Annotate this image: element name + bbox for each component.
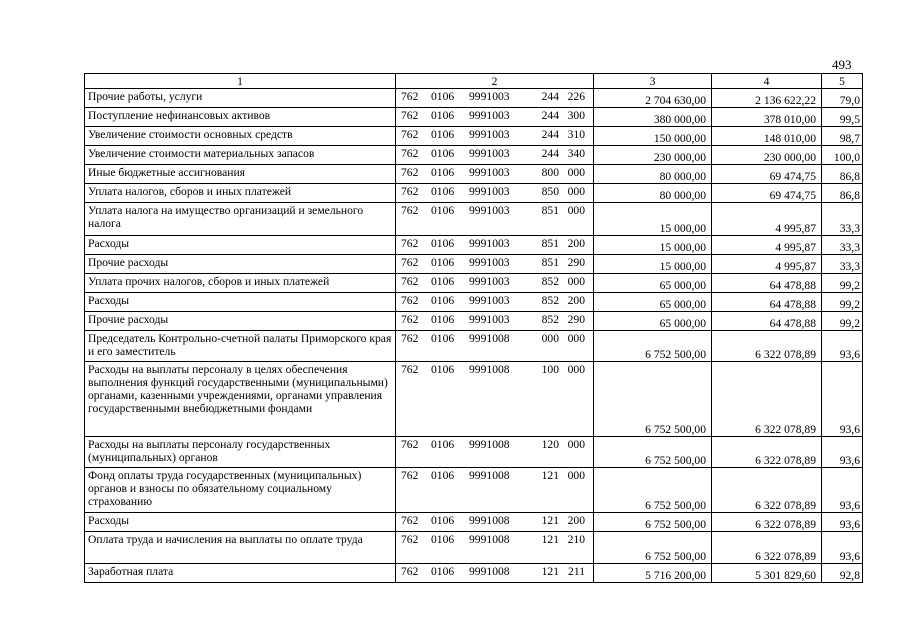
- row-plan-amount: 230 000,00: [594, 146, 712, 165]
- code-part-5: 290: [567, 256, 585, 269]
- row-name: Оплата труда и начисления на выплаты по оплате труда: [85, 532, 396, 564]
- row-code: [396, 437, 594, 468]
- code-part-3: 9991003: [469, 109, 510, 122]
- row-plan-amount: 15 000,00: [594, 203, 712, 236]
- code-part-5: 300: [567, 109, 585, 122]
- code-part-1: 762: [401, 204, 419, 217]
- row-name: Уплата налога на имущество организаций и земельного налога: [85, 203, 396, 236]
- row-name: Заработная плата: [85, 564, 396, 583]
- row-fact-amount: 6 322 078,89: [712, 513, 822, 532]
- code-part-5: 000: [567, 275, 585, 288]
- code-part-5: 290: [567, 313, 585, 326]
- code-part-4: 120: [541, 438, 559, 451]
- code-part-4: 100: [541, 363, 559, 376]
- table-row: [85, 564, 863, 583]
- row-percent: 99,2: [822, 274, 863, 293]
- code-part-1: 762: [401, 438, 419, 451]
- code-part-1: 762: [401, 147, 419, 160]
- row-code: [396, 184, 594, 203]
- code-part-2: 0106: [431, 438, 455, 451]
- code-part-3: 9991003: [469, 237, 510, 250]
- row-fact-amount: 64 478,88: [712, 293, 822, 312]
- code-part-1: 762: [401, 256, 419, 269]
- row-fact-amount: 148 010,00: [712, 127, 822, 146]
- row-plan-amount: 15 000,00: [594, 236, 712, 255]
- code-part-1: 762: [401, 363, 419, 376]
- code-part-1: 762: [401, 166, 419, 179]
- row-name: Поступление нефинансовых активов: [85, 108, 396, 127]
- row-fact-amount: 4 995,87: [712, 255, 822, 274]
- code-part-5: 000: [567, 204, 585, 217]
- code-part-3: 9991003: [469, 128, 510, 141]
- row-percent: 93,6: [822, 532, 863, 564]
- code-part-2: 0106: [431, 90, 455, 103]
- code-part-2: 0106: [431, 128, 455, 141]
- row-plan-amount: 65 000,00: [594, 274, 712, 293]
- row-code: [396, 236, 594, 255]
- row-fact-amount: 6 322 078,89: [712, 532, 822, 564]
- code-part-4: 244: [541, 90, 559, 103]
- code-part-2: 0106: [431, 185, 455, 198]
- code-part-2: 0106: [431, 256, 455, 269]
- header-cell-5: 5: [822, 74, 863, 89]
- row-code: [396, 293, 594, 312]
- table-row: [85, 255, 863, 274]
- row-code: [396, 146, 594, 165]
- budget-table: [84, 73, 863, 583]
- row-name: Увеличение стоимости основных средств: [85, 127, 396, 146]
- row-fact-amount: 69 474,75: [712, 165, 822, 184]
- row-name: Расходы на выплаты персоналу в целях обеспечения выполнения функций государственными (муниципальными) органами, казенными учреждениями, органами управления государственными внебюджетными фондами: [85, 362, 396, 437]
- row-name: Расходы: [85, 236, 396, 255]
- row-percent: 33,3: [822, 236, 863, 255]
- code-part-3: 9991008: [469, 363, 510, 376]
- row-fact-amount: 4 995,87: [712, 203, 822, 236]
- table-row: [85, 184, 863, 203]
- row-plan-amount: 6 752 500,00: [594, 468, 712, 513]
- row-fact-amount: 64 478,88: [712, 312, 822, 331]
- code-part-4: 851: [541, 204, 559, 217]
- header-cell-3: 3: [594, 74, 712, 89]
- row-percent: 93,6: [822, 331, 863, 362]
- row-fact-amount: 6 322 078,89: [712, 362, 822, 437]
- code-part-3: 9991003: [469, 256, 510, 269]
- row-name: Председатель Контрольно-счетной палаты Приморского края и его заместитель: [85, 331, 396, 362]
- row-name: Увеличение стоимости материальных запасов: [85, 146, 396, 165]
- row-name: Уплата прочих налогов, сборов и иных платежей: [85, 274, 396, 293]
- table-row: [85, 362, 863, 437]
- code-part-2: 0106: [431, 166, 455, 179]
- code-part-1: 762: [401, 514, 419, 527]
- code-part-1: 762: [401, 294, 419, 307]
- code-part-4: 121: [541, 565, 559, 578]
- row-code: [396, 331, 594, 362]
- code-part-3: 9991003: [469, 147, 510, 160]
- row-code: [396, 127, 594, 146]
- code-part-2: 0106: [431, 514, 455, 527]
- code-part-3: 9991003: [469, 185, 510, 198]
- code-part-3: 9991003: [469, 166, 510, 179]
- row-fact-amount: 230 000,00: [712, 146, 822, 165]
- row-fact-amount: 69 474,75: [712, 184, 822, 203]
- row-plan-amount: 80 000,00: [594, 184, 712, 203]
- row-code: [396, 203, 594, 236]
- row-percent: 86,8: [822, 184, 863, 203]
- row-fact-amount: 5 301 829,60: [712, 564, 822, 583]
- code-part-1: 762: [401, 332, 419, 345]
- row-name: Уплата налогов, сборов и иных платежей: [85, 184, 396, 203]
- row-percent: 98,7: [822, 127, 863, 146]
- row-plan-amount: 6 752 500,00: [594, 513, 712, 532]
- row-plan-amount: 6 752 500,00: [594, 331, 712, 362]
- row-name: Расходы на выплаты персоналу государственных (муниципальных) органов: [85, 437, 396, 468]
- row-percent: 99,2: [822, 293, 863, 312]
- row-name: Фонд оплаты труда государственных (муниципальных) органов и взносы по обязательному социальному страхованию: [85, 468, 396, 513]
- row-name: Прочие расходы: [85, 255, 396, 274]
- row-fact-amount: 6 322 078,89: [712, 468, 822, 513]
- table-body: [85, 89, 863, 583]
- code-part-2: 0106: [431, 204, 455, 217]
- row-name: Расходы: [85, 513, 396, 532]
- code-part-3: 9991008: [469, 332, 510, 345]
- row-name: Прочие расходы: [85, 312, 396, 331]
- header-cell-1: 1: [85, 74, 396, 89]
- code-part-2: 0106: [431, 109, 455, 122]
- code-part-2: 0106: [431, 313, 455, 326]
- code-part-5: 000: [567, 332, 585, 345]
- code-part-5: 000: [567, 363, 585, 376]
- code-part-4: 851: [541, 237, 559, 250]
- code-part-5: 210: [567, 533, 585, 546]
- row-code: [396, 513, 594, 532]
- code-part-4: 121: [541, 469, 559, 482]
- header-cell-4: 4: [712, 74, 822, 89]
- row-fact-amount: 2 136 622,22: [712, 89, 822, 108]
- table-row: [85, 203, 863, 236]
- code-part-3: 9991008: [469, 514, 510, 527]
- table-row: [85, 146, 863, 165]
- code-part-4: 244: [541, 128, 559, 141]
- row-percent: 100,0: [822, 146, 863, 165]
- code-part-4: 000: [541, 332, 559, 345]
- code-part-2: 0106: [431, 363, 455, 376]
- row-percent: 93,6: [822, 468, 863, 513]
- code-part-5: 000: [567, 185, 585, 198]
- row-percent: 86,8: [822, 165, 863, 184]
- row-plan-amount: 6 752 500,00: [594, 437, 712, 468]
- code-part-3: 9991008: [469, 438, 510, 451]
- row-code: [396, 362, 594, 437]
- row-percent: 93,6: [822, 362, 863, 437]
- row-percent: 79,0: [822, 89, 863, 108]
- table-row: [85, 532, 863, 564]
- code-part-3: 9991003: [469, 313, 510, 326]
- code-part-3: 9991003: [469, 204, 510, 217]
- code-part-3: 9991003: [469, 294, 510, 307]
- row-plan-amount: 65 000,00: [594, 312, 712, 331]
- code-part-4: 852: [541, 313, 559, 326]
- row-percent: 93,6: [822, 437, 863, 468]
- row-fact-amount: 378 010,00: [712, 108, 822, 127]
- header-row: [85, 74, 863, 89]
- row-code: [396, 468, 594, 513]
- code-part-5: 211: [568, 565, 585, 578]
- row-plan-amount: 15 000,00: [594, 255, 712, 274]
- row-name: Иные бюджетные ассигнования: [85, 165, 396, 184]
- row-percent: 33,3: [822, 255, 863, 274]
- header-cell-2: 2: [396, 74, 594, 89]
- code-part-1: 762: [401, 90, 419, 103]
- code-part-5: 226: [567, 90, 585, 103]
- code-part-4: 850: [541, 185, 559, 198]
- row-percent: 92,8: [822, 564, 863, 583]
- code-part-1: 762: [401, 533, 419, 546]
- row-plan-amount: 2 704 630,00: [594, 89, 712, 108]
- row-plan-amount: 380 000,00: [594, 108, 712, 127]
- row-code: [396, 165, 594, 184]
- table-row: [85, 127, 863, 146]
- code-part-1: 762: [401, 565, 419, 578]
- code-part-2: 0106: [431, 533, 455, 546]
- code-part-5: 000: [567, 166, 585, 179]
- code-part-1: 762: [401, 109, 419, 122]
- row-code: [396, 564, 594, 583]
- code-part-5: 200: [567, 294, 585, 307]
- row-percent: 99,2: [822, 312, 863, 331]
- code-part-3: 9991008: [469, 533, 510, 546]
- code-part-5: 200: [567, 514, 585, 527]
- code-part-2: 0106: [431, 275, 455, 288]
- code-part-1: 762: [401, 185, 419, 198]
- code-part-2: 0106: [431, 332, 455, 345]
- code-part-2: 0106: [431, 565, 455, 578]
- row-fact-amount: 6 322 078,89: [712, 331, 822, 362]
- code-part-5: 340: [567, 147, 585, 160]
- row-code: [396, 255, 594, 274]
- code-part-4: 851: [541, 256, 559, 269]
- table-row: [85, 513, 863, 532]
- code-part-4: 121: [541, 514, 559, 527]
- row-percent: 99,5: [822, 108, 863, 127]
- row-fact-amount: 4 995,87: [712, 236, 822, 255]
- row-code: [396, 108, 594, 127]
- row-plan-amount: 6 752 500,00: [594, 532, 712, 564]
- table-row: [85, 293, 863, 312]
- code-part-4: 244: [541, 109, 559, 122]
- code-part-1: 762: [401, 313, 419, 326]
- row-percent: 33,3: [822, 203, 863, 236]
- row-plan-amount: 150 000,00: [594, 127, 712, 146]
- row-percent: 93,6: [822, 513, 863, 532]
- code-part-4: 800: [541, 166, 559, 179]
- row-code: [396, 532, 594, 564]
- code-part-3: 9991008: [469, 469, 510, 482]
- code-part-4: 121: [541, 533, 559, 546]
- row-code: [396, 312, 594, 331]
- row-code: [396, 274, 594, 293]
- row-fact-amount: 6 322 078,89: [712, 437, 822, 468]
- table-row: [85, 165, 863, 184]
- code-part-4: 852: [541, 294, 559, 307]
- code-part-2: 0106: [431, 294, 455, 307]
- row-plan-amount: 80 000,00: [594, 165, 712, 184]
- table-row: [85, 312, 863, 331]
- code-part-1: 762: [401, 275, 419, 288]
- code-part-3: 9991003: [469, 275, 510, 288]
- code-part-5: 200: [567, 237, 585, 250]
- row-code: [396, 89, 594, 108]
- table-row: [85, 274, 863, 293]
- row-plan-amount: 5 716 200,00: [594, 564, 712, 583]
- row-plan-amount: 65 000,00: [594, 293, 712, 312]
- row-plan-amount: 6 752 500,00: [594, 362, 712, 437]
- page-number: 493: [832, 57, 852, 72]
- code-part-1: 762: [401, 128, 419, 141]
- row-fact-amount: 64 478,88: [712, 274, 822, 293]
- table-row: [85, 89, 863, 108]
- code-part-5: 000: [567, 438, 585, 451]
- row-name: Прочие работы, услуги: [85, 89, 396, 108]
- code-part-1: 762: [401, 237, 419, 250]
- code-part-5: 000: [567, 469, 585, 482]
- code-part-3: 9991003: [469, 90, 510, 103]
- code-part-2: 0106: [431, 147, 455, 160]
- table-row: [85, 437, 863, 468]
- code-part-4: 244: [541, 147, 559, 160]
- row-name: Расходы: [85, 293, 396, 312]
- code-part-5: 310: [567, 128, 585, 141]
- table-row: [85, 468, 863, 513]
- code-part-4: 852: [541, 275, 559, 288]
- table-row: [85, 331, 863, 362]
- code-part-1: 762: [401, 469, 419, 482]
- code-part-2: 0106: [431, 237, 455, 250]
- table-row: [85, 108, 863, 127]
- code-part-2: 0106: [431, 469, 455, 482]
- code-part-3: 9991008: [469, 565, 510, 578]
- table-row: [85, 236, 863, 255]
